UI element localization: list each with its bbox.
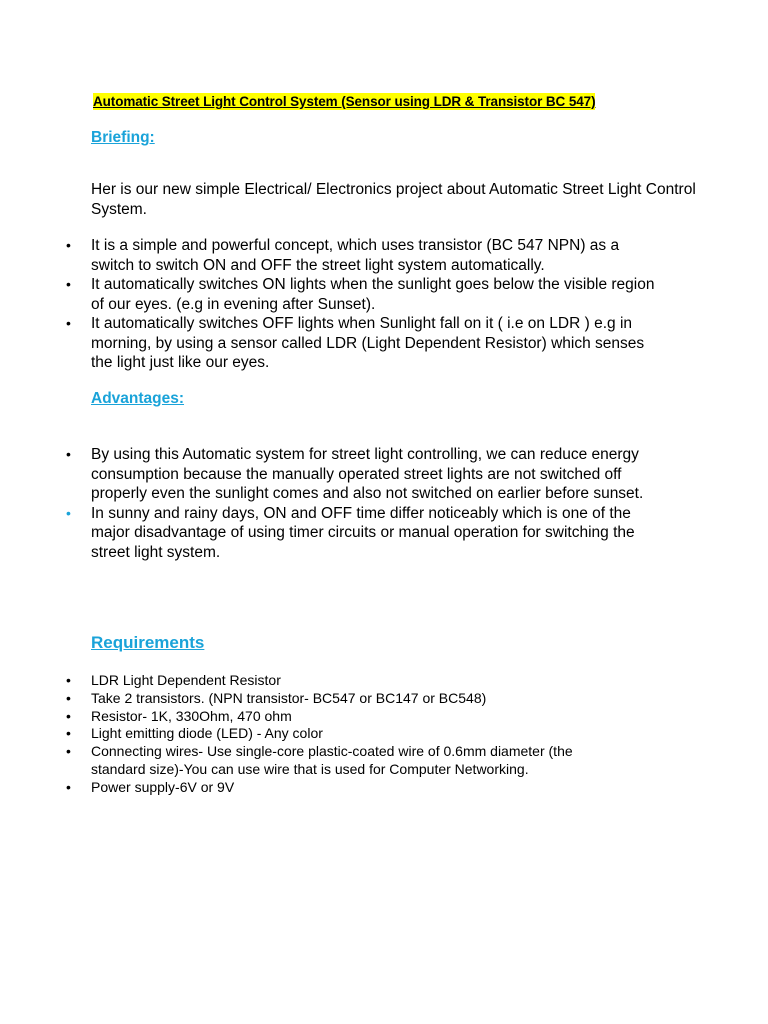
list-item-text: Power supply-6V or 9V — [91, 778, 235, 795]
document-title: Automatic Street Light Control System (Sensor using LDR & Transistor BC 547) — [93, 94, 596, 109]
bullet-icon: • — [66, 237, 71, 253]
list-item — [0, 314, 656, 373]
advantages-list — [0, 445, 656, 562]
briefing-intro: Her is our new simple Electrical/ Electronics project about Automatic Street Light Control System. — [91, 181, 696, 218]
bullet-icon: • — [66, 725, 71, 742]
requirements-list — [0, 672, 621, 797]
advantages-heading: Advantages: — [91, 390, 185, 407]
list-item-text: It automatically switches OFF lights when Sunlight fall on it ( i.e on LDR ) e.g in morning, by using a sensor called LDR (Light Dependent Resistor) which senses the light just like our eyes. — [91, 315, 645, 371]
list-item — [0, 275, 656, 314]
bullet-icon: • — [66, 672, 71, 688]
list-item-text: It is a simple and powerful concept, which uses transistor (BC 547 NPN) as a switch to switch ON and OFF the street light system automatically. — [91, 237, 620, 274]
list-item-text: Light emitting diode (LED) - Any color — [91, 725, 323, 742]
bullet-icon: • — [66, 743, 71, 760]
list-item — [0, 725, 621, 743]
briefing-heading: Briefing: — [91, 129, 155, 146]
bullet-icon: • — [66, 504, 71, 521]
list-item-text: LDR Light Dependent Resistor — [91, 672, 281, 688]
bullet-icon: • — [66, 315, 71, 331]
briefing-list — [0, 236, 656, 373]
list-item-text: In sunny and rainy days, ON and OFF time differ noticeably which is one of the major disadvantage of using timer circuits or manual operation for switching the street light system. — [91, 504, 635, 561]
list-item — [0, 708, 621, 726]
list-item-text: Connecting wires- Use single-core plastic-coated wire of 0.6mm diameter (the standard size)-You can use wire that is used for Computer Networking. — [91, 743, 573, 777]
bullet-icon: • — [66, 446, 71, 462]
list-item — [0, 445, 656, 504]
requirements-heading: Requirements — [91, 633, 205, 652]
list-item — [0, 779, 621, 797]
list-item — [0, 672, 621, 690]
list-item — [0, 236, 656, 275]
list-item — [0, 743, 621, 779]
list-item-text: Resistor- 1K, 330Ohm, 470 ohm — [91, 707, 292, 724]
list-item-text: By using this Automatic system for street light controlling, we can reduce energy consumption because the manually operated street lights are not switched off properly even the sunlight comes and also not switched on earlier before sunset. — [91, 446, 644, 502]
bullet-icon: • — [66, 276, 71, 292]
list-item-text: Take 2 transistors. (NPN transistor- BC547 or BC147 or BC548) — [91, 689, 487, 706]
list-item — [0, 504, 656, 563]
bullet-icon: • — [66, 778, 71, 795]
list-item-text: It automatically switches ON lights when the sunlight goes below the visible region of our eyes. (e.g in evening after Sunset). — [91, 276, 655, 313]
bullet-icon: • — [66, 707, 71, 724]
list-item — [0, 690, 621, 708]
bullet-icon: • — [66, 689, 71, 706]
